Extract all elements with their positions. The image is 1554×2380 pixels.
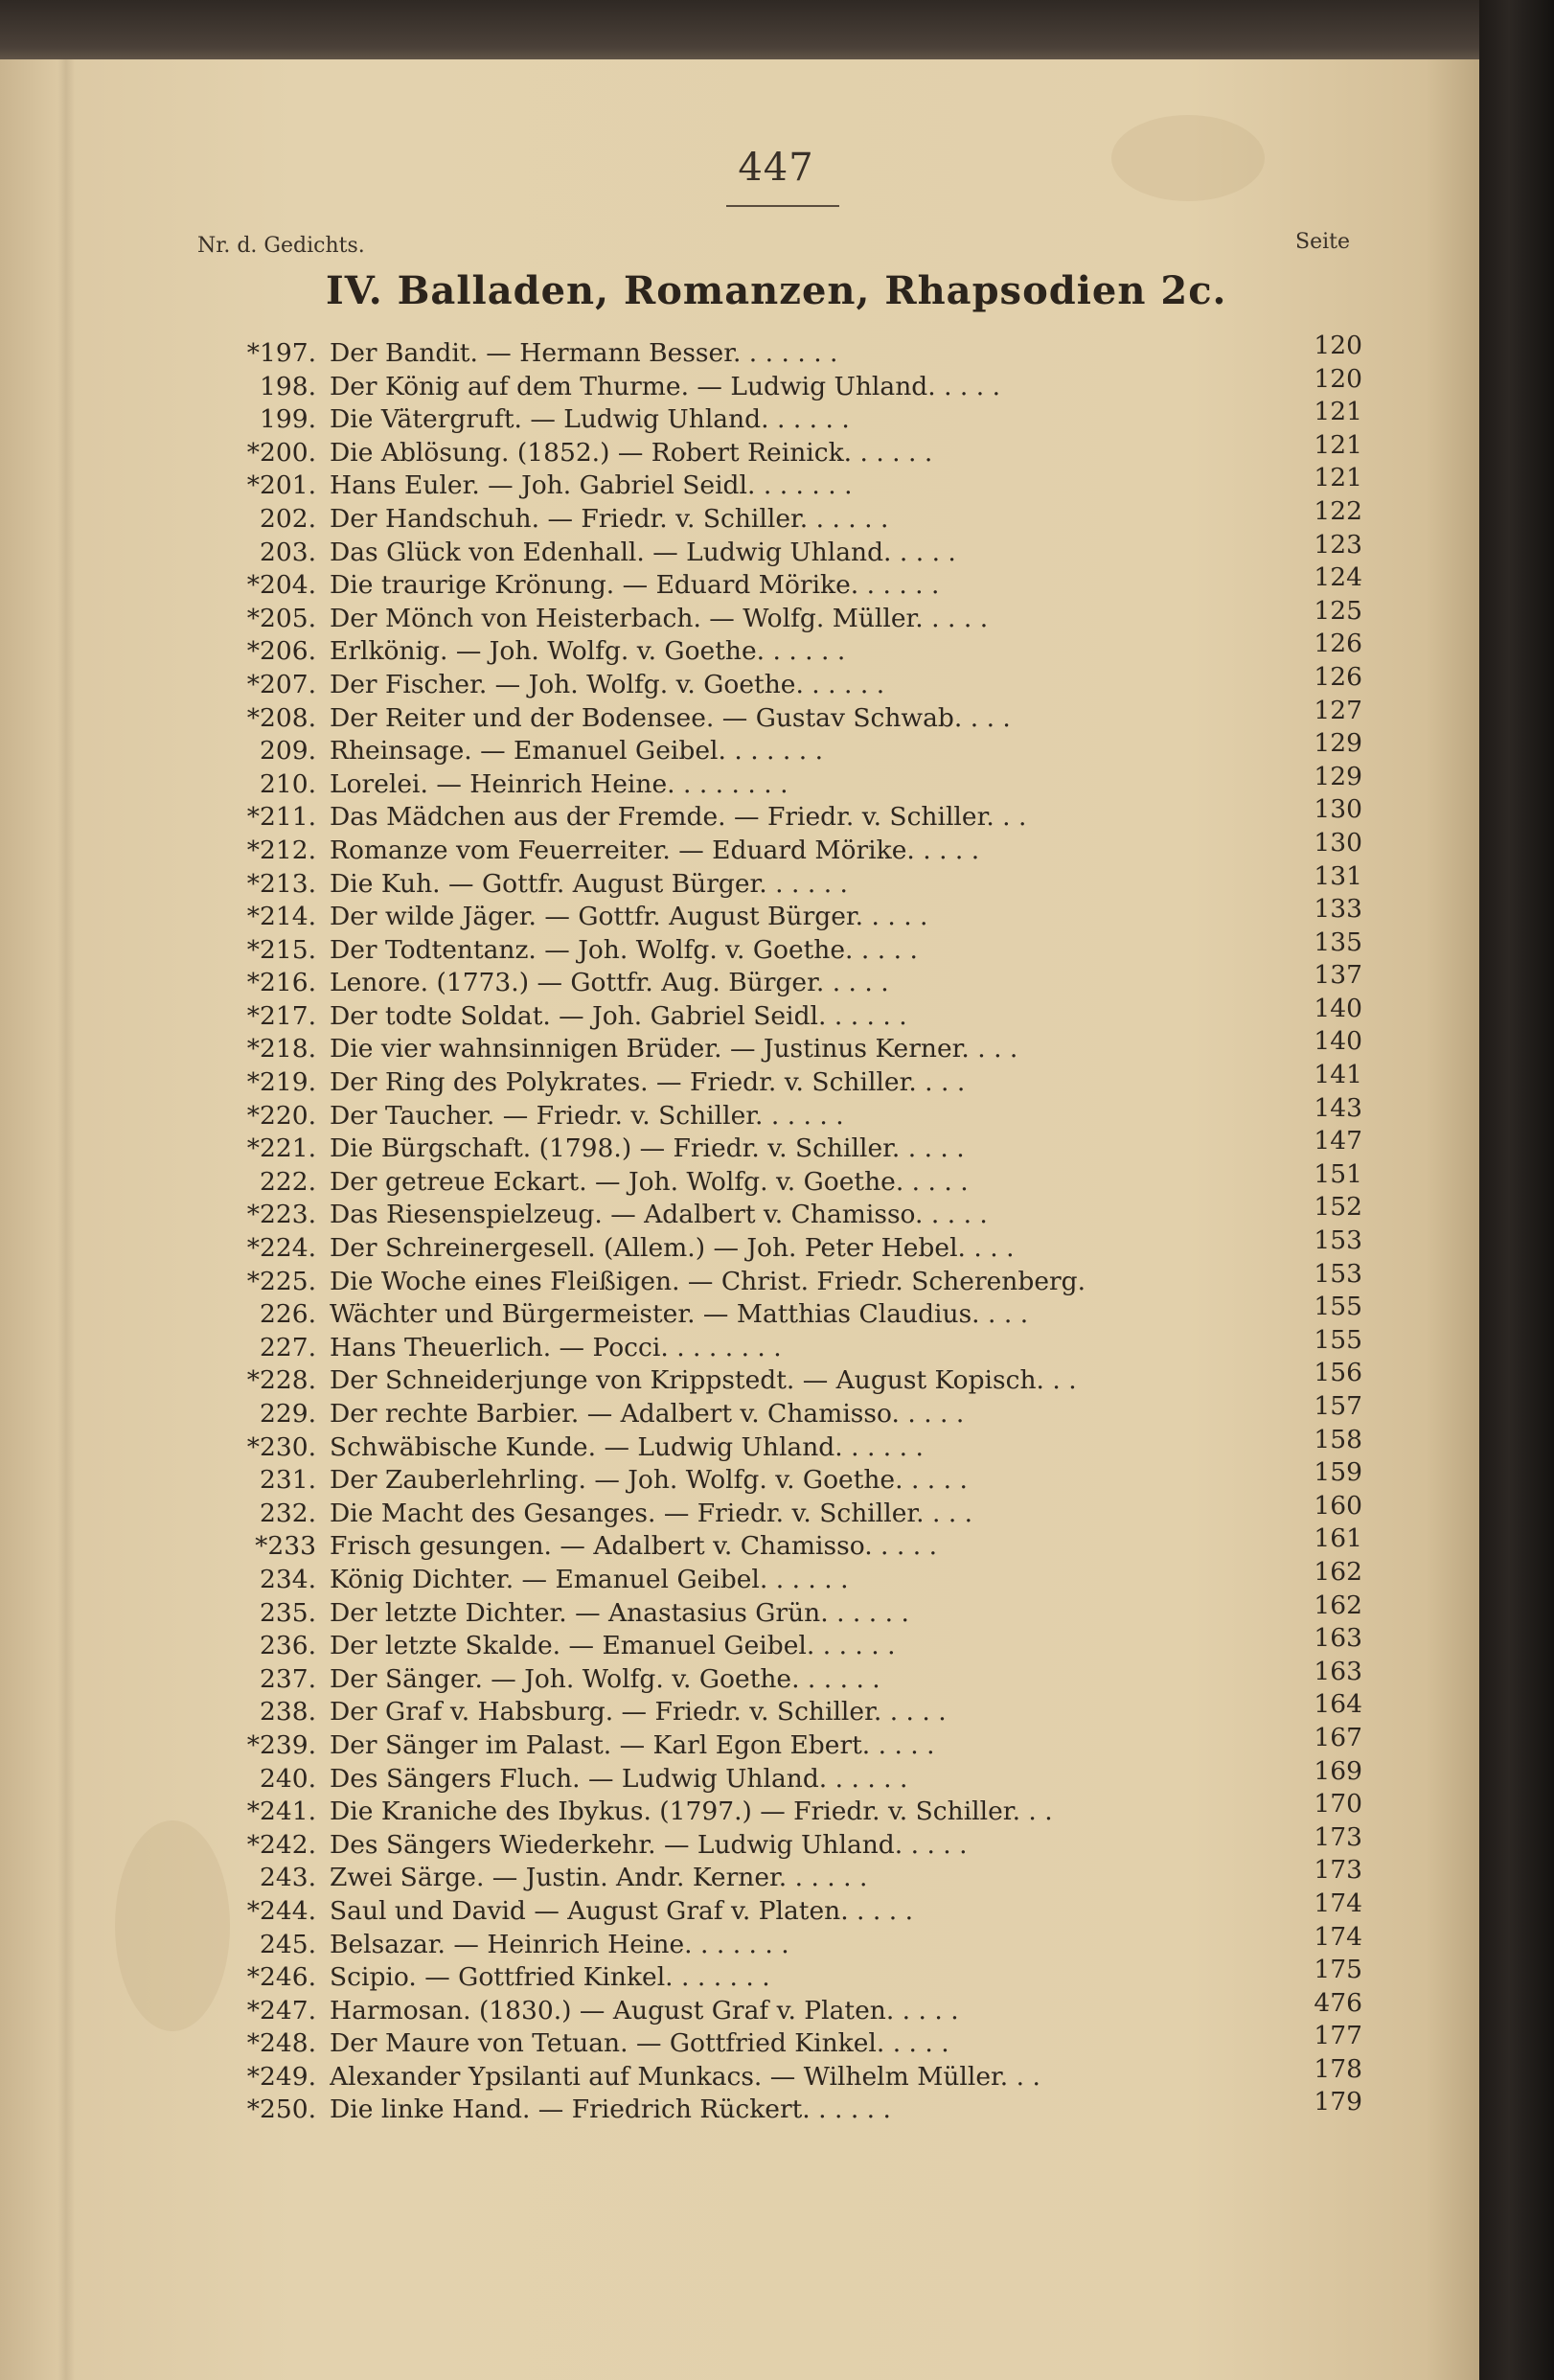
entry-page-number: 124 <box>1314 562 1362 593</box>
entry-number: *217. <box>246 1000 316 1031</box>
index-entry <box>192 1225 1370 1266</box>
index-entry <box>192 1921 1370 1962</box>
entry-page-number: 129 <box>1314 761 1362 791</box>
index-entry <box>192 1755 1370 1796</box>
entry-page-number: 129 <box>1314 728 1362 759</box>
index-entry <box>192 1590 1370 1631</box>
entry-title: Die Vätergruft. — Ludwig Uhland. . . . . . <box>330 404 850 435</box>
entry-page-number: 161 <box>1314 1523 1362 1554</box>
index-entry <box>192 1623 1370 1663</box>
column-label-number: Nr. d. Gedichts. <box>197 234 365 258</box>
entry-title: Die Ablösung. (1852.) — Robert Reinick. . . . . . <box>330 437 933 468</box>
entry-page-number: 131 <box>1314 860 1362 891</box>
index-entry <box>192 1490 1370 1531</box>
entry-title: Der Todtentanz. — Joh. Wolfg. v. Goethe. . . . . <box>330 934 918 965</box>
entry-page-number: 130 <box>1314 827 1362 858</box>
entry-page-number: 169 <box>1314 1755 1362 1786</box>
entry-title: Des Sängers Wiederkehr. — Ludwig Uhland. . . . . <box>330 1829 968 1860</box>
column-label-page: Seite <box>1295 230 1350 254</box>
entry-title: Der Bandit. — Hermann Besser. . . . . . . <box>330 338 838 368</box>
entry-number: *249. <box>246 2061 316 2092</box>
entry-number: 245. <box>259 1929 316 1959</box>
entry-page-number: 123 <box>1314 529 1362 560</box>
entry-number: *228. <box>246 1365 316 1396</box>
index-entry <box>192 728 1370 768</box>
entry-page-number: 147 <box>1314 1126 1362 1156</box>
entry-page-number: 155 <box>1314 1324 1362 1355</box>
entry-title: König Dichter. — Emanuel Geibel. . . . . . <box>330 1564 849 1594</box>
entry-page-number: 177 <box>1314 2021 1362 2051</box>
entry-number: *215. <box>246 934 316 965</box>
header-rule <box>726 205 839 207</box>
entry-number: 227. <box>259 1332 316 1362</box>
section-heading: IV. Balladen, Romanzen, Rhapsodien 2c. <box>326 268 1227 313</box>
entry-page-number: 162 <box>1314 1556 1362 1587</box>
entry-title: Der getreue Eckart. — Joh. Wolfg. v. Goethe. . . . . <box>330 1166 969 1197</box>
entry-title: Der Taucher. — Friedr. v. Schiller. . . . . . <box>330 1100 844 1131</box>
entry-number: *216. <box>246 968 316 998</box>
index-entry <box>192 1689 1370 1729</box>
entry-page-number: 159 <box>1314 1457 1362 1488</box>
index-entry <box>192 661 1370 702</box>
entry-title: Die Kuh. — Gottfr. August Bürger. . . . . . <box>330 868 848 899</box>
index-entry <box>192 894 1370 934</box>
entry-number: 235. <box>259 1597 316 1628</box>
entry-page-number: 135 <box>1314 927 1362 957</box>
entry-page-number: 173 <box>1314 1855 1362 1886</box>
entry-number: *211. <box>246 802 316 833</box>
index-entry <box>192 1424 1370 1465</box>
index-entry <box>192 1292 1370 1332</box>
index-entry <box>192 1789 1370 1829</box>
entry-number: *220. <box>246 1100 316 1131</box>
index-entry <box>192 529 1370 570</box>
entry-number: *241. <box>246 1796 316 1827</box>
entry-page-number: 173 <box>1314 1821 1362 1852</box>
index-entry <box>192 1556 1370 1597</box>
index-entry <box>192 495 1370 537</box>
entry-title: Der Sänger. — Joh. Wolfg. v. Goethe. . . . . . <box>330 1663 880 1694</box>
entry-title: Alexander Ypsilanti auf Munkacs. — Wilhelm Müller. . . <box>330 2061 1040 2092</box>
entry-page-number: 151 <box>1314 1158 1362 1189</box>
entry-title: Der rechte Barbier. — Adalbert v. Chamisso. . . . . <box>330 1399 965 1429</box>
entry-title: Das Riesenspielzeug. — Adalbert v. Chamisso. . . . . <box>330 1200 988 1230</box>
entry-number: 243. <box>259 1863 316 1893</box>
index-entry <box>192 429 1370 470</box>
entry-number: 198. <box>259 371 316 401</box>
index-entry <box>192 1324 1370 1365</box>
entry-number: *242. <box>246 1829 316 1860</box>
entry-number: 202. <box>259 503 316 534</box>
entry-page-number: 170 <box>1314 1789 1362 1819</box>
entry-title: Schwäbische Kunde. — Ludwig Uhland. . . . . . <box>330 1431 924 1462</box>
index-entry <box>192 2087 1370 2127</box>
entry-title: Der Reiter und der Bodensee. — Gustav Schwab. . . . <box>330 702 1011 733</box>
entry-title: Der Maure von Tetuan. — Gottfried Kinkel. . . . . <box>330 2028 949 2059</box>
entry-number: *223. <box>246 1200 316 1230</box>
entry-title: Der König auf dem Thurme. — Ludwig Uhland. . . . . <box>330 371 1001 401</box>
paper-stain <box>1111 115 1265 201</box>
entry-page-number: 152 <box>1314 1192 1362 1223</box>
entry-number: *230. <box>246 1431 316 1462</box>
entry-page-number: 158 <box>1314 1424 1362 1454</box>
entry-number: *219. <box>246 1067 316 1098</box>
entry-number: 229. <box>259 1399 316 1429</box>
index-entry <box>192 1821 1370 1863</box>
entry-page-number: 178 <box>1314 2053 1362 2084</box>
entry-number: *233 <box>255 1531 316 1562</box>
entry-title: Die Bürgschaft. (1798.) — Friedr. v. Schiller. . . . . <box>330 1133 965 1164</box>
entry-title: Der letzte Dichter. — Anastasius Grün. . . . . . <box>330 1597 909 1628</box>
entry-page-number: 167 <box>1314 1722 1362 1752</box>
index-entry <box>192 2021 1370 2061</box>
index-entry <box>192 794 1370 835</box>
entry-page-number: 133 <box>1314 894 1362 925</box>
book-spine <box>1479 0 1554 2380</box>
entry-number: *201. <box>246 470 316 501</box>
entry-title: Die Woche eines Fleißigen. — Christ. Friedr. Scherenberg. <box>330 1266 1086 1296</box>
entry-title: Erlkönig. — Joh. Wolfg. v. Goethe. . . . . . <box>330 636 846 667</box>
index-entry <box>192 1126 1370 1166</box>
entry-page-number: 125 <box>1314 595 1362 626</box>
entry-page-number: 179 <box>1314 2087 1362 2117</box>
entry-number: 209. <box>259 736 316 767</box>
index-entry <box>192 860 1370 902</box>
entry-page-number: 143 <box>1314 1092 1362 1123</box>
entry-page-number: 157 <box>1314 1391 1362 1421</box>
index-entry <box>192 1855 1370 1895</box>
entry-number: *247. <box>246 1995 316 2025</box>
entry-title: Der wilde Jäger. — Gottfr. August Bürger. . . . . <box>330 902 928 932</box>
entry-title: Rheinsage. — Emanuel Geibel. . . . . . . <box>330 736 824 767</box>
entry-title: Die linke Hand. — Friedrich Rückert. . . . . . <box>330 2094 891 2125</box>
entry-page-number: 140 <box>1314 993 1362 1023</box>
entry-title: Der Handschuh. — Friedr. v. Schiller. . . . . . <box>330 503 889 534</box>
index-entry <box>192 595 1370 636</box>
page-fold-shadow <box>57 59 75 2380</box>
index-entry <box>192 927 1370 968</box>
entry-title: Die vier wahnsinnigen Brüder. — Justinus Kerner. . . . <box>330 1034 1018 1064</box>
entry-title: Der letzte Skalde. — Emanuel Geibel. . . . . . <box>330 1631 896 1661</box>
index-entry <box>192 960 1370 1000</box>
entry-number: *206. <box>246 636 316 667</box>
page-number: 447 <box>738 146 814 190</box>
index-entry <box>192 629 1370 669</box>
entry-page-number: 163 <box>1314 1656 1362 1686</box>
entry-page-number: 121 <box>1314 429 1362 460</box>
entry-page-number: 153 <box>1314 1225 1362 1256</box>
index-entry <box>192 562 1370 603</box>
index-entry <box>192 1656 1370 1697</box>
index-entry <box>192 695 1370 736</box>
entry-page-number: 174 <box>1314 1888 1362 1918</box>
entry-number: *239. <box>246 1729 316 1760</box>
entry-page-number: 120 <box>1314 331 1362 360</box>
entry-number: 231. <box>259 1465 316 1496</box>
entry-page-number: 122 <box>1314 495 1362 526</box>
entry-title: Zwei Särge. — Justin. Andr. Kerner. . . . . . <box>330 1863 868 1893</box>
entry-number: 203. <box>259 537 316 567</box>
entry-number: *197. <box>246 338 316 368</box>
entry-title: Lenore. (1773.) — Gottfr. Aug. Bürger. . . . . <box>330 968 889 998</box>
entry-page-number: 476 <box>1314 1987 1362 2018</box>
entry-title: Saul und David — August Graf v. Platen. . . . . <box>330 1895 914 1926</box>
index-entry <box>192 1258 1370 1299</box>
entry-title: Der Schreinergesell. (Allem.) — Joh. Peter Hebel. . . . <box>330 1233 1015 1264</box>
entry-page-number: 126 <box>1314 661 1362 692</box>
entry-title: Der Sänger im Palast. — Karl Egon Ebert. . . . . <box>330 1729 935 1760</box>
entry-title: Die Kraniche des Ibykus. (1797.) — Friedr. v. Schiller. . . <box>330 1796 1053 1827</box>
entry-title: Harmosan. (1830.) — August Graf v. Platen. . . . . <box>330 1995 959 2025</box>
entry-title: Der Ring des Polykrates. — Friedr. v. Schiller. . . . <box>330 1067 966 1098</box>
index-entry <box>192 993 1370 1034</box>
entry-number: *200. <box>246 437 316 468</box>
entry-number: 237. <box>259 1663 316 1694</box>
entry-number: *250. <box>246 2094 316 2125</box>
entry-number: *212. <box>246 835 316 865</box>
entry-title: Der Fischer. — Joh. Wolfg. v. Goethe. . . . . . <box>330 669 885 699</box>
index-entry <box>192 1888 1370 1929</box>
entry-number: *213. <box>246 868 316 899</box>
entry-number: *221. <box>246 1133 316 1164</box>
entry-page-number: 121 <box>1314 397 1362 427</box>
entry-number: *248. <box>246 2028 316 2059</box>
entry-page-number: 156 <box>1314 1358 1362 1388</box>
entry-number: *208. <box>246 702 316 733</box>
entry-number: *225. <box>246 1266 316 1296</box>
index-entry <box>192 1722 1370 1763</box>
index-entry <box>192 1026 1370 1066</box>
index-entry <box>192 1192 1370 1232</box>
index-entry <box>192 363 1370 404</box>
entry-number: 238. <box>259 1697 316 1728</box>
entry-title: Hans Theuerlich. — Pocci. . . . . . . . <box>330 1332 782 1362</box>
entry-page-number: 141 <box>1314 1060 1362 1090</box>
entry-page-number: 175 <box>1314 1955 1362 1985</box>
entry-title: Der Schneiderjunge von Krippstedt. — August Kopisch. . . <box>330 1365 1077 1396</box>
entry-title: Romanze vom Feuerreiter. — Eduard Mörike. . . . . <box>330 835 980 865</box>
entry-page-number: 120 <box>1314 363 1362 394</box>
entry-page-number: 162 <box>1314 1590 1362 1620</box>
entry-number: *214. <box>246 902 316 932</box>
index-entry <box>192 1955 1370 1995</box>
entry-number: *224. <box>246 1233 316 1264</box>
index-entry <box>192 1092 1370 1133</box>
index-entry <box>192 1391 1370 1431</box>
entry-page-number: 121 <box>1314 463 1362 493</box>
index-entry <box>192 1987 1370 2028</box>
index-entry <box>192 1358 1370 1398</box>
entry-title: Des Sängers Fluch. — Ludwig Uhland. . . . . . <box>330 1763 908 1794</box>
entry-title: Die Macht des Gesanges. — Friedr. v. Schiller. . . . <box>330 1498 973 1528</box>
entry-page-number: 130 <box>1314 794 1362 825</box>
entry-title: Das Mädchen aus der Fremde. — Friedr. v. Schiller. . . <box>330 802 1027 833</box>
entry-title: Der Zauberlehrling. — Joh. Wolfg. v. Goethe. . . . . <box>330 1465 968 1496</box>
entry-page-number: 174 <box>1314 1921 1362 1952</box>
entry-number: 240. <box>259 1763 316 1794</box>
index-entry <box>192 1523 1370 1564</box>
entry-page-number: 164 <box>1314 1689 1362 1720</box>
entry-number: 236. <box>259 1631 316 1661</box>
entry-title: Das Glück von Edenhall. — Ludwig Uhland. . . . . <box>330 537 956 567</box>
index-entry <box>192 1457 1370 1498</box>
entry-title: Hans Euler. — Joh. Gabriel Seidl. . . . . . . <box>330 470 853 501</box>
entry-page-number: 155 <box>1314 1292 1362 1322</box>
entry-page-number: 137 <box>1314 960 1362 991</box>
index-entry <box>192 397 1370 437</box>
index-entry <box>192 1158 1370 1200</box>
entry-title: Der todte Soldat. — Joh. Gabriel Seidl. . . . . . <box>330 1000 907 1031</box>
entry-title: Die traurige Krönung. — Eduard Mörike. . . . . . <box>330 570 940 601</box>
entry-title: Scipio. — Gottfried Kinkel. . . . . . . <box>330 1962 770 1993</box>
entry-page-number: 160 <box>1314 1490 1362 1521</box>
index-entry <box>192 1060 1370 1100</box>
entry-number: *205. <box>246 603 316 633</box>
index-entry <box>192 2053 1370 2094</box>
entry-page-number: 127 <box>1314 695 1362 725</box>
entry-page-number: 140 <box>1314 1026 1362 1057</box>
entry-title: Lorelei. — Heinrich Heine. . . . . . . . <box>330 768 788 799</box>
entry-title: Der Graf v. Habsburg. — Friedr. v. Schiller. . . . . <box>330 1697 947 1728</box>
entry-page-number: 153 <box>1314 1258 1362 1289</box>
index-entry <box>192 761 1370 802</box>
entry-number: 199. <box>259 404 316 435</box>
index-entry <box>192 463 1370 503</box>
book-cover-edge <box>0 0 1554 67</box>
entry-page-number: 126 <box>1314 629 1362 659</box>
entry-title: Frisch gesungen. — Adalbert v. Chamisso. . . . . <box>330 1531 938 1562</box>
entry-number: 222. <box>259 1166 316 1197</box>
entry-number: *246. <box>246 1962 316 1993</box>
entry-number: 210. <box>259 768 316 799</box>
entry-number: *207. <box>246 669 316 699</box>
entry-title: Wächter und Bürgermeister. — Matthias Claudius. . . . <box>330 1299 1029 1330</box>
entry-number: *244. <box>246 1895 316 1926</box>
poem-index-list <box>192 331 1370 2127</box>
entry-number: 226. <box>259 1299 316 1330</box>
entry-number: *204. <box>246 570 316 601</box>
entry-title: Der Mönch von Heisterbach. — Wolfg. Müller. . . . . <box>330 603 989 633</box>
index-entry <box>192 827 1370 868</box>
entry-number: *218. <box>246 1034 316 1064</box>
entry-page-number: 163 <box>1314 1623 1362 1654</box>
index-entry <box>192 331 1370 371</box>
entry-title: Belsazar. — Heinrich Heine. . . . . . . <box>330 1929 789 1959</box>
entry-number: 234. <box>259 1564 316 1594</box>
entry-number: 232. <box>259 1498 316 1528</box>
